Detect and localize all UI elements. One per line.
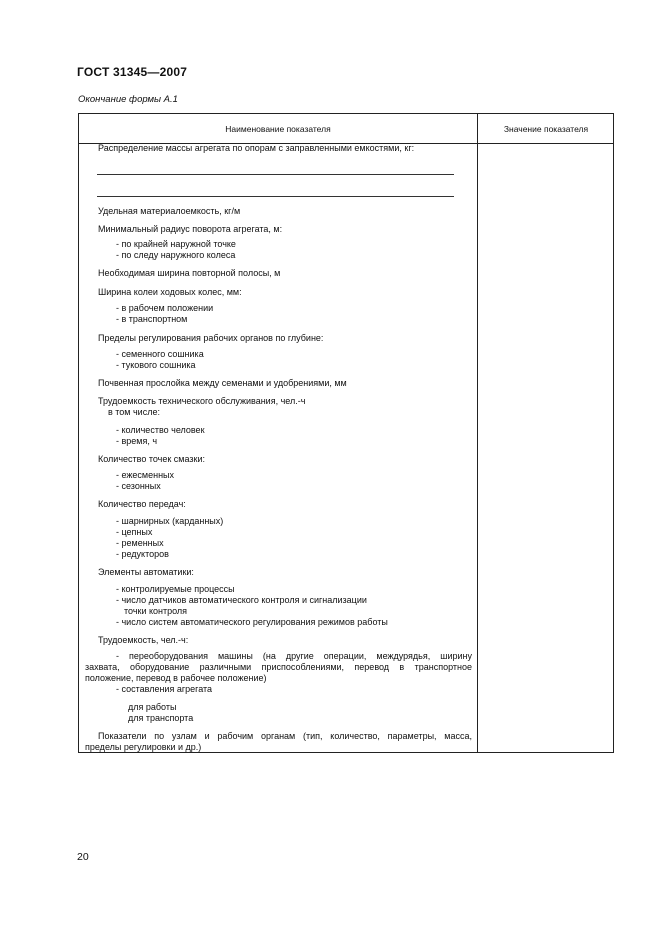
- column-divider: [477, 114, 478, 752]
- row-mass-distribution: Распределение массы агрегата по опорам с заправленными емкостями, кг:: [98, 143, 415, 153]
- form-caption: Окончание формы А.1: [78, 94, 178, 105]
- row-automation-sensors: - число датчиков автоматического контроля и сигнализации: [116, 595, 367, 605]
- row-labor-for-work: для работы: [128, 702, 177, 712]
- row-automation: Элементы автоматики:: [98, 567, 194, 577]
- row-transmissions-cardan: - шарнирных (карданных): [116, 516, 224, 526]
- row-grease-seasonal: - сезонных: [116, 481, 161, 491]
- row-transmissions-reducers: - редукторов: [116, 549, 169, 559]
- row-wheel-track: Ширина колеи ходовых колес, мм:: [98, 287, 242, 297]
- row-turn-radius-wheel-track: - по следу наружного колеса: [116, 250, 236, 260]
- row-grease-per-shift: - ежесменных: [116, 470, 175, 480]
- row-unit-indicators: Показатели по узлам и рабочим органам (тип, количество, параметры, масса,: [98, 731, 472, 741]
- row-transmissions-belt: - ременных: [116, 538, 164, 548]
- row-labor-assembly: - составления агрегата: [116, 684, 213, 694]
- blank-fill-line: [97, 174, 454, 175]
- row-repeat-strip-width: Необходимая ширина повторной полосы, м: [98, 268, 281, 278]
- row-automation-processes: - контролируемые процессы: [116, 584, 235, 594]
- page-number: 20: [77, 851, 89, 863]
- blank-fill-line: [97, 196, 454, 197]
- standard-title: ГОСТ 31345—2007: [77, 65, 188, 79]
- row-material-intensity: Удельная материалоемкость, кг/м: [98, 206, 241, 216]
- row-maintenance-including: в том числе:: [108, 407, 160, 417]
- row-wheel-track-transport: - в транспортном: [116, 314, 188, 324]
- row-maintenance-time: - время, ч: [116, 436, 158, 446]
- row-unit-indicators-cont: пределы регулировки и др.): [85, 742, 202, 752]
- column-header-value: Значение показателя: [503, 123, 589, 134]
- row-labor-intensity: Трудоемкость, чел.-ч:: [98, 635, 189, 645]
- row-wheel-track-working: - в рабочем положении: [116, 303, 214, 313]
- indicator-table: [78, 113, 614, 753]
- row-labor-reequipment: - переоборудования машины (на другие операции, междурядья, ширину: [116, 651, 472, 661]
- row-labor-for-transport: для транспорта: [128, 713, 194, 723]
- row-depth-fertilizer-coulter: - тукового сошника: [116, 360, 196, 370]
- row-maintenance-labor: Трудоемкость технического обслуживания, чел.-ч: [98, 396, 306, 406]
- row-depth-seed-coulter: - семенного сошника: [116, 349, 204, 359]
- row-automation-regulation-systems: - число систем автоматического регулирования режимов работы: [116, 617, 388, 627]
- row-labor-reequipment-end: положение, перевод в рабочее положение): [85, 673, 267, 683]
- row-labor-reequipment-cont: захвата, оборудование различными приспособлениями, перевод в транспортное: [85, 662, 472, 672]
- row-automation-control-points: точки контроля: [124, 606, 188, 616]
- row-grease-points: Количество точек смазки:: [98, 454, 205, 464]
- row-depth-adjustment: Пределы регулирования рабочих органов по глубине:: [98, 333, 324, 343]
- column-header-name: Наименование показателя: [225, 123, 331, 134]
- row-maintenance-people: - количество человек: [116, 425, 205, 435]
- row-transmissions: Количество передач:: [98, 499, 186, 509]
- row-transmissions-chain: - цепных: [116, 527, 153, 537]
- row-soil-layer: Почвенная прослойка между семенами и удобрениями, мм: [98, 378, 347, 388]
- row-turn-radius-outer-point: - по крайней наружной точке: [116, 239, 236, 249]
- row-turn-radius: Минимальный радиус поворота агрегата, м:: [98, 224, 283, 234]
